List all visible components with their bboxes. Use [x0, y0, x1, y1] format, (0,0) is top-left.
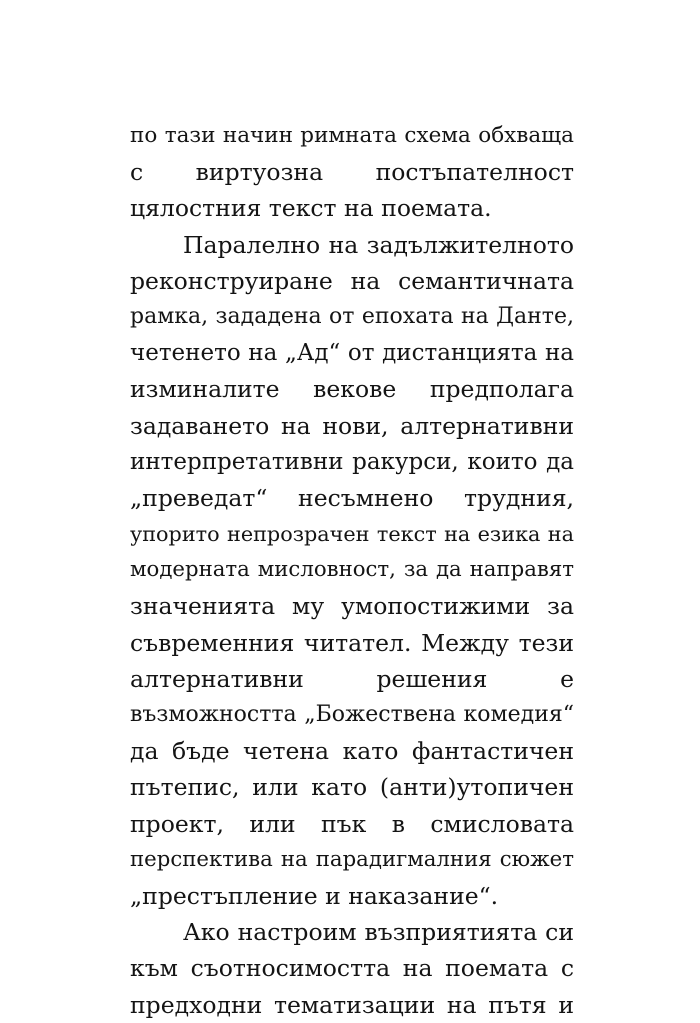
text-line: изминалите векове предполага	[130, 375, 574, 404]
text-line: по тази начин римната схема обхваща	[130, 123, 574, 148]
text-line: проект, или пък в смисловата	[130, 809, 574, 838]
text-line: рамка, зададена от епохата на Данте,	[130, 303, 574, 329]
body-text	[130, 118, 574, 1023]
text-line: пътепис, или като (анти)утопичен	[130, 773, 574, 802]
text-line: интерпретативни ракурси, които да	[130, 448, 574, 475]
text-line: към съотносимостта на поемата с	[130, 954, 574, 983]
text-line: перспектива на парадигмалния сюжет	[130, 846, 574, 872]
text-line: с виртуозна постъпателност	[130, 158, 574, 187]
text-line: предходни тематизации на пътя и	[130, 990, 574, 1019]
text-line: да бъде четена като фантастичен	[130, 737, 574, 766]
text-line: „преведат“ несъмнено трудния,	[130, 483, 574, 512]
text-line: реконструиране на семантичната	[130, 266, 574, 295]
text-line: възможността „Божествена комедия“	[130, 702, 574, 727]
text-line: четенето на „Ад“ от дистанцията на	[130, 340, 574, 367]
text-line: задаването на нови, алтернативни	[130, 411, 574, 440]
text-line: Ако настроим възприятията си	[183, 918, 574, 947]
text-line: модерната мисловност, за да направят	[130, 557, 574, 583]
text-line: цялостния текст на поемата.	[130, 194, 492, 223]
text-line: „престъпление и наказание“.	[130, 881, 499, 910]
text-line: алтернативни решения е	[130, 664, 574, 693]
text-line: упорито непрозрачен текст на езика на	[130, 522, 574, 547]
text-line: съвременния читател. Между тези	[130, 628, 574, 657]
text-line: Паралелно на задължителното	[183, 230, 574, 259]
text-line: значенията му умопостижими за	[130, 592, 574, 621]
